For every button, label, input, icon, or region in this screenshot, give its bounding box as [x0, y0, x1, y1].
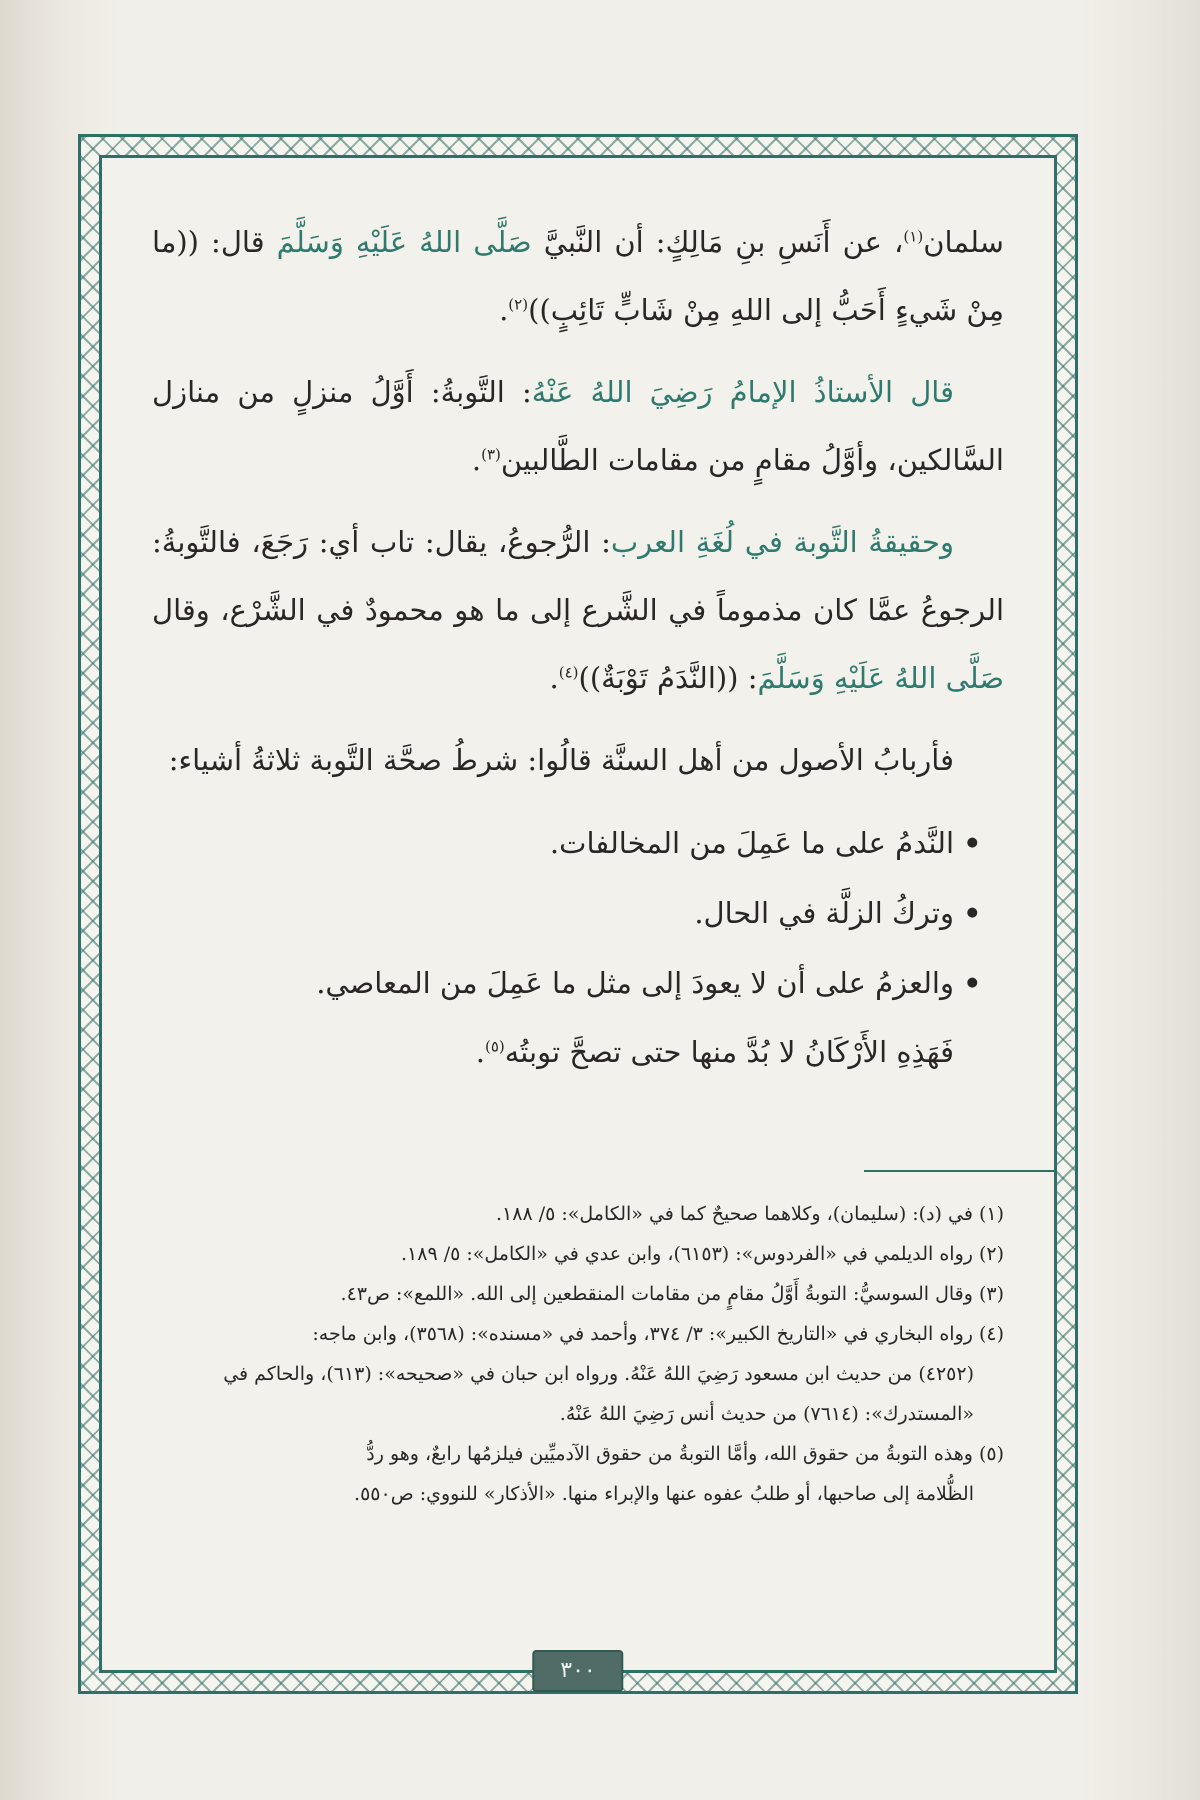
conditions-list	[152, 808, 1004, 1018]
footnote-number: (٤)	[978, 1323, 1004, 1345]
paragraph-5	[152, 1018, 1004, 1086]
footnote-3	[152, 1274, 1004, 1314]
honorific: رَضِيَ اللهُ عَنْهُ	[531, 375, 713, 409]
footnote-number: (٢)	[978, 1243, 1004, 1265]
footnote-continuation: الظُّلامة إلى صاحبها، أو طلبُ عفوه عنها والإبراء منها. «الأذكار» للنووي: ص٥٥٠.	[354, 1483, 974, 1505]
footnote-ref: (٣)	[481, 445, 501, 464]
footnote-5	[152, 1434, 1004, 1514]
footnote-ref: (٢)	[508, 295, 529, 314]
hadith-quote: قال: ((ما مِنْ شَيءٍ أَحَبُّ إلى اللهِ مِنْ شَابٍّ تَائِبٍ))	[152, 225, 1004, 327]
footnote-continuation: (٤٢٥٢) من حديث ابن مسعود رَضِيَ اللهُ عَنْهُ. ورواه ابن حبان في «صحيحه»: (٦١٣)، والحاكم في «المستدرك»: (٧٦١٤) من حديث أنس رَضِيَ اللهُ عَنْهُ.	[223, 1363, 974, 1425]
footnote-number: (١)	[978, 1203, 1004, 1225]
footnote-2	[152, 1234, 1004, 1274]
list-item: ● وتركُ الزلَّة في الحال.	[152, 878, 954, 948]
footnote-text: رواه البخاري في «التاريخ الكبير»: ٣/ ٣٧٤، وأحمد في «مسنده»: (٣٥٦٨)، وابن ماجه:	[312, 1323, 973, 1345]
list-item: ● والعزمُ على أن لا يعودَ إلى مثل ما عَمِلَ من المعاصي.	[152, 948, 954, 1018]
footnote-text: وهذه التوبةُ من حقوق الله، وأمَّا التوبةُ من حقوق الآدميِّين فيلزمُها رابعٌ، وهو ردُّ	[366, 1443, 973, 1465]
footnote-number: (٥)	[978, 1443, 1004, 1465]
text-run: فَهَذِهِ الأَرْكَانُ لا بُدَّ منها حتى تصحَّ توبتُه	[504, 1035, 954, 1069]
page-frame	[78, 134, 1078, 1694]
paragraph-3	[152, 508, 1004, 712]
footnote-ref: (٤)	[558, 663, 579, 682]
main-text	[152, 208, 1004, 1100]
honorific: صَلَّى اللهُ عَلَيْهِ وَسَلَّمَ	[276, 225, 532, 259]
text-run: .	[475, 1035, 485, 1069]
heading-phrase: وحقيقةُ التَّوبة في لُغَةِ العرب	[610, 525, 954, 559]
list-item: ● النَّدمُ على ما عَمِلَ من المخالفات.	[152, 808, 954, 878]
footnote-number: (٣)	[978, 1283, 1004, 1305]
paragraph-4: فأربابُ الأصول من أهل السنَّة قالُوا: شرطُ صحَّة التَّوبة ثلاثةُ أشياء:	[168, 743, 954, 777]
honorific: صَلَّى اللهُ عَلَيْهِ وَسَلَّمَ	[757, 661, 1004, 695]
footnotes	[152, 1194, 1004, 1514]
paragraph-1	[152, 208, 1004, 344]
text-run: : التَّوبةُ: أَوَّلُ منزلٍ من منازل السَّالكين، وأوَّلُ مقامٍ من مقامات الطَّالبين	[152, 375, 1004, 477]
text-run: ، عن أَنَسِ بنِ مَالِكٍ: أن النَّبيَّ	[531, 225, 904, 259]
text-run: .	[471, 443, 482, 477]
footnote-text: في (د): (سليمان)، وكلاهما صحيحٌ كما في «الكامل»: ٥/ ١٨٨.	[495, 1203, 973, 1225]
text-run: سلمان	[923, 225, 1004, 259]
footnote-text: رواه الديلمي في «الفردوس»: (٦١٥٣)، وابن عدي في «الكامل»: ٥/ ١٨٩.	[400, 1243, 973, 1265]
footnote-text: وقال السوسيُّ: التوبةُ أَوَّلُ مقامٍ من مقامات المنقطعين إلى الله. «اللمع»: ص٤٣.	[340, 1283, 973, 1305]
text-run: .	[549, 661, 559, 695]
page-inner-frame	[99, 155, 1057, 1683]
footnote-1	[152, 1194, 1004, 1234]
footnote-ref: (١)	[903, 227, 924, 246]
page-number: ٣٠٠	[532, 1650, 623, 1692]
hadith-quote: : ((النَّدَمُ تَوْبَةٌ))	[578, 661, 758, 695]
speaker-label: قال الأستاذُ الإمامُ	[712, 375, 954, 409]
footnote-4	[152, 1314, 1004, 1434]
paragraph-2	[152, 358, 1004, 494]
text-run: : الرُّجوعُ، يقال: تاب أي: رَجَعَ، فالتَّوبةُ: الرجوعُ عمَّا كان مذموماً في الشَّرع إلى ما هو محمودٌ في الشَّرْع، وقال	[152, 525, 1004, 627]
text-run: .	[499, 293, 509, 327]
footnote-ref: (٥)	[484, 1037, 505, 1056]
